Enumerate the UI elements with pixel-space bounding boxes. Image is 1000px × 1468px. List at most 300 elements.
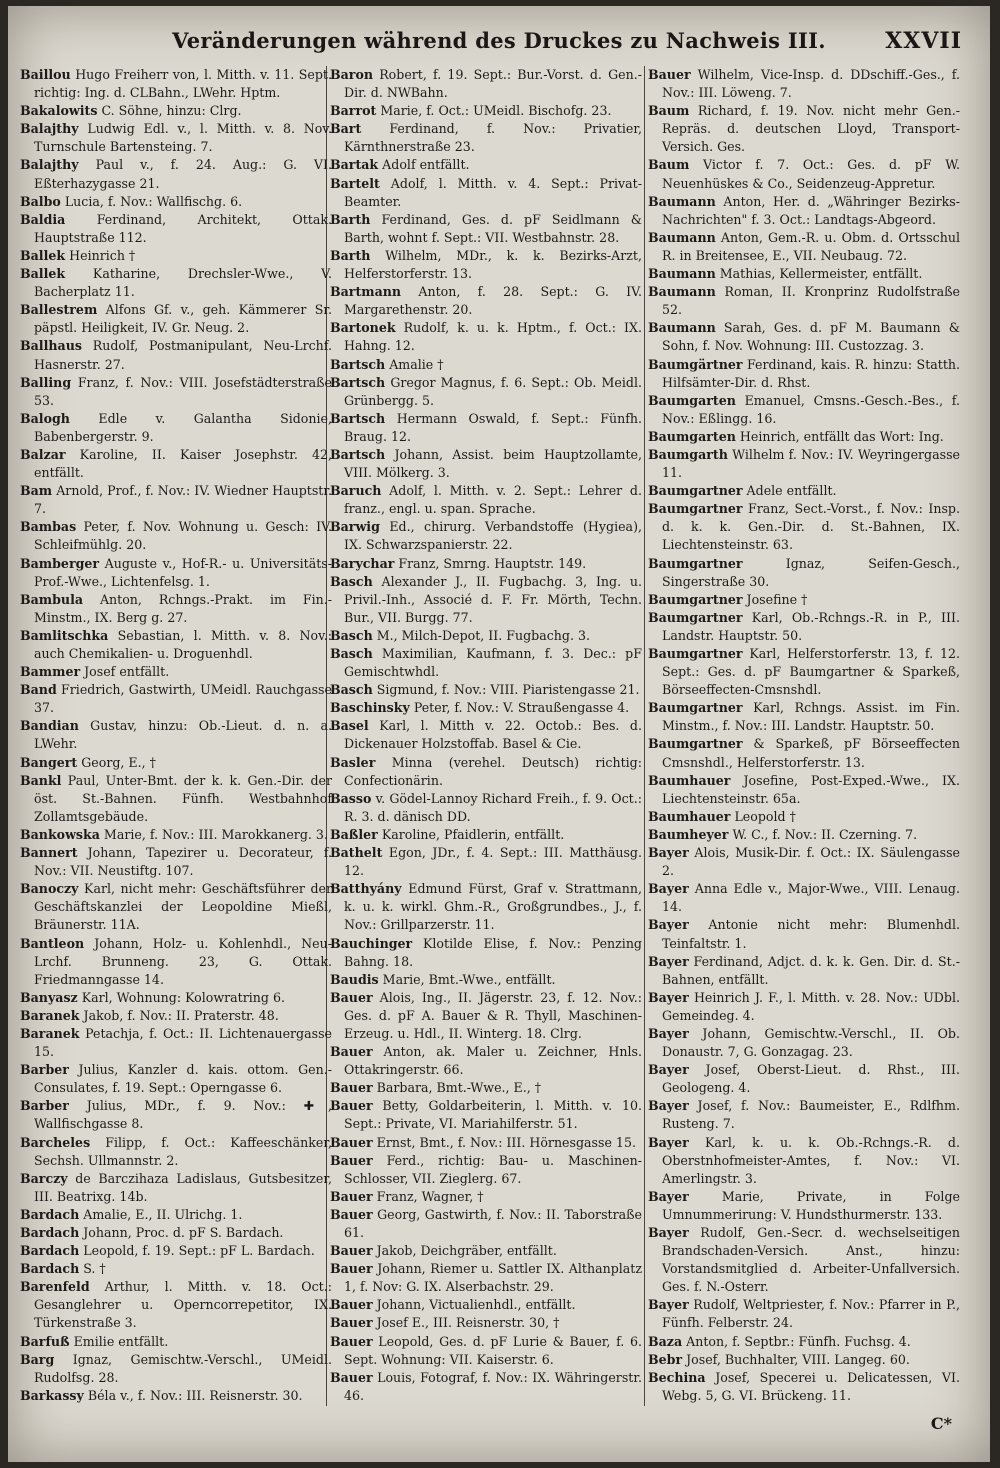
directory-entry	[330, 410, 642, 446]
entry-name: Bauer	[330, 1297, 373, 1313]
entry-text: Karl, Rchngs. Assist. im Fin. Minstm., f. Nov.: III. Landstr. Hauptstr. 50.	[662, 700, 960, 734]
entry-name: Bayer	[648, 1098, 689, 1114]
entry-name: Bammer	[20, 664, 81, 680]
directory-entry	[20, 518, 332, 554]
entry-name: Baza	[648, 1333, 683, 1349]
entry-text: Mathias, Kellermeister, entfällt.	[719, 266, 923, 282]
entry-text: Josefine, Post-Exped.-Wwe., IX. Liechtensteinstr. 65a.	[662, 772, 960, 806]
entry-text: Adolf entfällt.	[382, 157, 470, 173]
entry-name: Barg	[20, 1351, 55, 1367]
entry-text: Filipp, f. Oct.: Kaffeeschänker, Sechsh. Ullmannstr. 2.	[34, 1134, 332, 1168]
directory-entry	[20, 1260, 332, 1278]
entry-name: Barth	[330, 247, 371, 263]
entry-text: Alfons Gf. v., geh. Kämmerer Sr. päpstl. Heiligkeit, IV. Gr. Neug. 2.	[34, 302, 332, 336]
entry-name: Bathelt	[330, 845, 383, 861]
directory-entry	[648, 428, 960, 446]
entry-name: Balling	[20, 374, 72, 390]
directory-entry	[20, 1206, 332, 1224]
entry-text: Petachja, f. Oct.: II. Lichtenauergasse 15.	[34, 1025, 332, 1060]
signature-mark: C*	[930, 1414, 952, 1433]
directory-entry	[20, 772, 332, 826]
entry-text: Georg, Gastwirth, f. Nov.: II. Taborstraße 61.	[344, 1206, 642, 1240]
entry-text: Leopold †	[734, 808, 796, 824]
directory-entry	[20, 935, 332, 989]
directory-entry	[648, 156, 960, 192]
entry-name: Baumgartner	[648, 646, 743, 661]
directory-entry	[20, 102, 332, 120]
entry-text: Anton, f. 28. Sept.: G. IV. Margarethenstr. 20.	[344, 284, 642, 318]
directory-entry	[330, 374, 642, 410]
entry-text: Klotilde Elise, f. Nov.: Penzing Bahng. 18.	[344, 935, 642, 969]
entry-name: Basch	[330, 573, 373, 589]
directory-entry	[330, 283, 642, 319]
directory-entry	[20, 663, 332, 681]
directory-entry	[20, 844, 332, 880]
entry-name: Bartelt	[330, 175, 380, 191]
entry-name: Baranek	[20, 1025, 80, 1041]
entry-text: Karl, k. u. k. Ob.-Rchngs.-R. d. Oberstnhofmeister-Amtes, f. Nov.: VI. Amerlingstr. 3.	[662, 1134, 960, 1186]
entry-text: Heinrich J. F., l. Mitth. v. 28. Nov.: UDbl. Gemeindeg. 4.	[662, 989, 960, 1023]
entry-text: Paul, Unter-Bmt. der k. k. Gen.-Dir. der öst. St.-Bahnen. Fünfh. Westbahnhof Zollamtsgebäude.	[34, 772, 332, 824]
directory-entry	[20, 1097, 332, 1133]
directory-entry	[648, 1188, 960, 1224]
entry-name: Baudis	[330, 971, 379, 987]
entry-name: Banoczy	[20, 881, 79, 897]
entry-text: Paul v., f. 24. Aug.: G. VI. Eßterhazygasse 21.	[34, 157, 332, 191]
directory-entry	[330, 1097, 642, 1133]
entry-name: Barczy	[20, 1170, 68, 1186]
directory-entry	[648, 500, 960, 554]
directory-entry	[648, 808, 960, 826]
entry-name: Bauer	[330, 1261, 373, 1277]
directory-entry	[648, 844, 960, 880]
entry-text: Ferdinand, Adjct. d. k. k. Gen. Dir. d. St.-Bahnen, entfällt.	[662, 953, 960, 987]
directory-entry	[330, 790, 642, 826]
entry-name: Baumgartner	[648, 736, 743, 752]
entry-text: Lucia, f. Nov.: Wallfischg. 6.	[64, 193, 243, 209]
entry-name: Bartsch	[330, 446, 386, 462]
entry-name: Bambas	[20, 519, 77, 535]
directory-entry	[648, 880, 960, 916]
directory-entry	[20, 1405, 332, 1406]
entry-text: Sebastian, l. Mitth. v. 8. Nov.: auch Chemikalien- u. Droguenhdl.	[34, 627, 332, 661]
directory-entry	[330, 446, 642, 482]
directory-entry	[648, 591, 960, 609]
directory-entry	[648, 319, 960, 355]
entry-text: Anton, Gem.-R. u. Obm. d. Ortsschul R. in Breitensee, E., VII. Neubaug. 72.	[662, 229, 960, 263]
entry-name: Baumgartner	[648, 483, 743, 499]
entry-name: Bamlitschka	[20, 627, 109, 643]
directory-entry	[20, 1061, 332, 1097]
directory-entry	[330, 1296, 642, 1314]
entry-text: Alois, Ing., II. Jägerstr. 23, f. 12. Nov.: Ges. d. pF A. Bauer & R. Thyll, Maschinen-Erzeug. u. Hdl., II. Winterg. 18. Clrg.	[344, 989, 642, 1041]
entry-text: Josef E., III. Reisnerstr. 30, †	[376, 1315, 560, 1331]
directory-entry	[20, 826, 332, 844]
entry-name: Barth	[330, 211, 371, 227]
directory-entry	[648, 1025, 960, 1061]
entry-name: Bauer	[648, 67, 691, 82]
directory-entry	[330, 880, 642, 934]
entry-name: Baumgartner	[648, 609, 743, 625]
entry-name: Barenfeld	[20, 1279, 90, 1295]
directory-entry	[330, 102, 642, 120]
entry-name: Bartonek	[330, 320, 396, 336]
entry-text: Josef, Oberst-Lieut. d. Rhst., III. Geologeng. 4.	[662, 1062, 960, 1096]
directory-entry	[330, 1079, 642, 1097]
directory-entry	[330, 1333, 642, 1369]
directory-entry	[20, 193, 332, 211]
entry-name: Basel	[330, 718, 369, 734]
entry-text: Jakob, f. Nov.: II. Praterstr. 48.	[83, 1007, 279, 1023]
entry-name: Baron	[330, 67, 373, 82]
directory-entry	[20, 1387, 332, 1405]
directory-entry	[20, 337, 332, 373]
directory-entry	[648, 699, 960, 735]
entry-name: Balajthy	[20, 157, 79, 173]
entry-text: S. †	[83, 1261, 106, 1277]
entry-name: Bartsch	[330, 374, 386, 390]
entry-name: Bayer	[648, 953, 689, 969]
entry-name: Balzar	[20, 446, 66, 462]
entry-name: Baßler	[330, 826, 378, 842]
entry-text: Leopold, f. 19. Sept.: pF L. Bardach.	[83, 1243, 315, 1259]
directory-entry	[648, 1224, 960, 1296]
entry-text: Rudolf, k. u. k. Hptm., f. Oct.: IX. Hahng. 12.	[344, 320, 642, 354]
entry-text: Karl, Wohnung: Kolowratring 6.	[81, 989, 285, 1005]
directory-entry	[330, 1134, 642, 1152]
entry-text: Sarah, Ges. d. pF M. Baumann & Sohn, f. Nov. Wohnung: III. Custozzag. 3.	[662, 320, 960, 354]
directory-entry	[648, 1097, 960, 1133]
entry-name: Bayer	[648, 1297, 689, 1313]
entry-name: Bauer	[330, 1098, 373, 1114]
directory-entry	[648, 482, 960, 500]
entry-name: Baumann	[648, 284, 716, 300]
directory-entry	[330, 156, 642, 174]
entry-name: Bauer	[330, 1315, 373, 1331]
entry-name: Barrot	[330, 103, 377, 119]
entry-text: Béla v., f. Nov.: III. Reisnerstr. 30.	[87, 1387, 303, 1403]
entry-name: Baumann	[648, 320, 716, 336]
directory-entry	[330, 555, 642, 573]
entry-text: Auguste v., Hof-R.- u. Universitäts-Prof.-Wwe., Lichtenfelsg. 1.	[34, 555, 332, 589]
entry-name: Baranek	[20, 1007, 80, 1023]
entry-name: Bardach	[20, 1206, 80, 1222]
entry-name: Baruch	[330, 483, 382, 499]
entry-text: Gregor Magnus, f. 6. Sept.: Ob. Meidl. Grünbergg. 5.	[344, 374, 642, 408]
entry-text: v. Gödel-Lannoy Richard Freih., f. 9. Oct.: R. 3. d. dänisch DD.	[344, 790, 642, 824]
entry-name: Bardach	[20, 1261, 80, 1277]
directory-entry	[330, 211, 642, 247]
entry-text: Peter, f. Nov.: V. Straußengasse 4.	[413, 700, 630, 716]
entry-text: Katharine, Drechsler-Wwe., V. Bacherplatz 11.	[34, 266, 332, 300]
entry-text: Leopold, Ges. d. pF Lurie & Bauer, f. 6. Sept. Wohnung: VII. Kaiserstr. 6.	[344, 1333, 642, 1367]
entry-name: Baumgartner	[648, 700, 743, 716]
entry-text: M., Milch-Depot, II. Fugbachg. 3.	[376, 627, 590, 643]
entry-name: Batthyány	[330, 881, 402, 897]
entry-name: Bayer	[648, 1062, 689, 1078]
entry-name: Bauchinger	[330, 935, 413, 951]
entry-name: Bankowska	[20, 826, 100, 842]
entry-text: Karl, l. Mitth v. 22. Octob.: Bes. d. Dickenauer Holzstoffab. Basel & Cie.	[344, 718, 642, 752]
entry-name: Barkassy	[20, 1387, 84, 1403]
directory-entry	[330, 175, 642, 211]
entry-name: Balogh	[20, 410, 70, 426]
entry-name: Bangert	[20, 754, 78, 770]
entry-name: Bayer	[648, 917, 689, 933]
entry-name: Bayer	[648, 881, 689, 897]
directory-entry	[330, 1314, 642, 1332]
page-number: XXVII	[885, 28, 962, 54]
page-header	[8, 28, 990, 58]
entry-name: Bayer	[648, 989, 689, 1005]
entry-name: Bakalowits	[20, 103, 98, 119]
directory-entry	[20, 482, 332, 518]
column-divider	[644, 66, 645, 1406]
entry-text: Franz, f. Nov.: VIII. Josefstädterstraße 53.	[34, 374, 332, 408]
entry-name: Bartsch	[330, 356, 386, 372]
entry-name: Baumgartner	[648, 591, 743, 607]
entry-text: Maximilian, Kaufmann, f. 3. Dec.: pF Gemischtwhdl.	[344, 646, 642, 680]
entry-text: Ed., chirurg. Verbandstoffe (Hygiea), IX. Schwarzspanierstr. 22.	[344, 519, 642, 553]
entry-name: Bayer	[648, 845, 689, 861]
directory-entry	[20, 1278, 332, 1332]
entry-text: Hermann Oswald, f. Sept.: Fünfh. Braug. 12.	[344, 410, 642, 444]
entry-text: Rudolf, Weltpriester, f. Nov.: Pfarrer in P., Fünfh. Felberstr. 24.	[662, 1297, 960, 1331]
entry-name: Bam	[20, 483, 53, 499]
directory-entry	[648, 953, 960, 989]
entry-text: Rudolf, Postmanipulant, Neu-Lrchf. Hasnerstr. 27.	[34, 338, 332, 372]
entry-name: Bebr	[648, 1351, 683, 1367]
entry-name: Balajthy	[20, 121, 79, 137]
entry-text: Wilhelm, Vice-Insp. d. DDschiff.-Ges., f. Nov.: III. Löweng. 7.	[662, 67, 960, 101]
directory-entry	[648, 826, 960, 844]
directory-entry	[648, 735, 960, 771]
directory-entry	[648, 102, 960, 156]
directory-entry	[20, 1025, 332, 1061]
directory-entry	[330, 645, 642, 681]
entry-text: Marie, Private, in Folge Umnummerirung: V. Hundsthurmerstr. 133.	[662, 1188, 960, 1222]
entry-text: Wilhelm f. Nov.: IV. Weyringergasse 11.	[662, 446, 960, 481]
entry-text: Johann, Tapezirer u. Decorateur, f. Nov.: VII. Neustiftg. 107.	[34, 845, 332, 879]
entry-name: Bauer	[330, 1333, 373, 1349]
entry-text: Amalie †	[389, 356, 444, 372]
entry-text: Anton, Rchngs.-Prakt. im Fin.-Minstm., IX. Berg g. 27.	[34, 591, 332, 625]
entry-text: Amalie, E., II. Ulrichg. 1.	[83, 1206, 243, 1222]
entry-text: Johann, Proc. d. pF S. Bardach.	[83, 1225, 284, 1240]
entry-text: Arnold, Prof., f. Nov.: IV. Wiedner Hauptstr. 7.	[34, 483, 332, 517]
entry-name: Baumgarten	[648, 428, 736, 444]
entry-name: Baumgärtner	[648, 356, 743, 372]
entry-name: Ballhaus	[20, 338, 82, 354]
entry-name: Barfuß	[20, 1333, 70, 1349]
entry-name: Bauer	[330, 1369, 373, 1385]
entry-text: Ludwig Edl. v., l. Mitth. v. 8. Nov. Turnschule Bartensteing. 7.	[34, 121, 332, 155]
directory-entry	[330, 717, 642, 753]
entry-name: Bardach	[20, 1225, 80, 1240]
directory-entry	[330, 1206, 642, 1242]
entry-text: Karl, Ob.-Rchngs.-R. in P., III. Landstr. Hauptstr. 50.	[662, 609, 960, 643]
entry-text: Anton, f. Septbr.: Fünfh. Fuchsg. 4.	[686, 1333, 911, 1349]
entry-text: W. C., f. Nov.: II. Czerning. 7.	[732, 826, 918, 842]
entry-name: Bandian	[20, 718, 79, 734]
directory-entry	[648, 1369, 960, 1405]
entry-name: Bamberger	[20, 555, 100, 571]
directory-entry	[330, 681, 642, 699]
entry-name: Bauer	[330, 1188, 373, 1204]
directory-entry	[330, 989, 642, 1043]
entry-text: Karoline, Pfaidlerin, entfällt.	[381, 826, 565, 842]
entry-name: Baum	[648, 157, 690, 173]
entry-name: Baumhauer	[648, 808, 731, 824]
entry-text: Josefine †	[746, 591, 808, 607]
directory-entry	[330, 935, 642, 971]
directory-entry	[20, 120, 332, 156]
directory-entry	[648, 916, 960, 952]
entry-text: Alexander J., II. Fugbachg. 3, Ing. u. Privil.-Inh., Associé d. F. Fr. Mörth, Techn. Bur., VII. Burgg. 77.	[344, 573, 642, 625]
entry-text: de Barczihaza Ladislaus, Gutsbesitzer, III. Beatrixg. 14b.	[34, 1170, 332, 1204]
directory-entry	[648, 283, 960, 319]
entry-text: Josef, Specerei u. Delicatessen, VI. Webg. 5, G. VI. Brückeng. 11.	[662, 1369, 960, 1403]
entry-name: Baumgarten	[648, 392, 736, 408]
directory-entry	[330, 1260, 642, 1296]
entry-name: Bardach	[20, 1243, 80, 1259]
directory-entry	[648, 66, 960, 102]
directory-entry	[330, 1405, 642, 1406]
entry-text: Heinrich †	[69, 247, 136, 263]
entry-name: Bechina	[648, 1369, 706, 1385]
directory-entry	[20, 627, 332, 663]
entry-name: Baumann	[648, 229, 716, 245]
directory-entry	[648, 193, 960, 229]
entry-text: Johann, Holz- u. Kohlenhdl., Neu-Lrchf. Brunneng. 23, G. Ottak. Friedmanngasse 14.	[34, 935, 332, 987]
entry-name: Bauer	[330, 1080, 373, 1096]
entry-text: Anton, ak. Maler u. Zeichner, Hnls. Ottakringerstr. 66.	[344, 1044, 642, 1078]
directory-entry	[330, 699, 642, 717]
directory-entry	[648, 356, 960, 392]
entry-name: Baum	[648, 103, 690, 119]
entry-text: Johann, Victualienhdl., entfällt.	[376, 1297, 576, 1313]
entry-name: Bartsch	[330, 410, 386, 426]
directory-entry	[330, 1188, 642, 1206]
entry-text: Heinrich, entfällt das Wort: Ing.	[739, 428, 944, 444]
directory-entry	[330, 319, 642, 355]
directory-entry	[20, 555, 332, 591]
entry-text: Louis, Fotograf, f. Nov.: IX. Währingerstr. 46.	[344, 1369, 642, 1403]
entry-text: Franz, Wagner, †	[376, 1188, 484, 1204]
directory-entry	[20, 989, 332, 1007]
entry-name: Bauer	[330, 1134, 373, 1150]
directory-entry	[648, 989, 960, 1025]
directory-entry	[648, 1296, 960, 1332]
entry-name: Balbo	[20, 193, 61, 209]
directory-entry	[648, 609, 960, 645]
entry-name: Bartak	[330, 157, 379, 173]
entry-name: Baumgartner	[648, 555, 743, 571]
entry-name: Baumhauer	[648, 772, 731, 788]
entry-name: Basch	[330, 682, 373, 698]
entry-text: Johann, Assist. beim Hauptzollamte, VIII. Mölkerg. 3.	[344, 446, 642, 481]
entry-text: Edle v. Galantha Sidonie, Babenbergerstr. 9.	[34, 410, 332, 444]
directory-entry	[648, 392, 960, 428]
entry-name: Bayer	[648, 1134, 689, 1150]
entry-text: Egon, JDr., f. 4. Sept.: III. Matthäusg. 12.	[344, 845, 642, 879]
directory-entry	[20, 374, 332, 410]
entry-text: Franz, Sect.-Vorst., f. Nov.: Insp. d. k. k. Gen.-Dir. d. St.-Bahnen, IX. Liechtensteinstr. 63.	[662, 501, 960, 553]
entry-name: Baumheyer	[648, 826, 729, 842]
entry-name: Basso	[330, 790, 372, 806]
directory-entry	[20, 211, 332, 247]
entry-text: Ferdinand, Architekt, Ottak. Hauptstraße 112.	[34, 211, 332, 245]
directory-entry	[20, 66, 332, 102]
entry-text: Betty, Goldarbeiterin, l. Mitth. v. 10. Sept.: Private, VI. Mariahilferstr. 51.	[344, 1098, 642, 1132]
entry-name: Barber	[20, 1098, 69, 1114]
entry-text: Victor f. 7. Oct.: Ges. d. pF W. Neuenhüskes & Co., Seidenzeug-Appretur.	[662, 157, 960, 191]
entry-text: Karl, Helferstorferstr. 13, f. 12. Sept.: Ges. d. pF Baumgartner & Sparkeß, Börseeffecten-Cmsnshdl.	[662, 646, 960, 698]
entry-name: Bart	[330, 121, 362, 137]
entry-text: Julius, Kanzler d. kais. ottom. Gen.-Consulates, f. 19. Sept.: Operngasse 6.	[34, 1062, 332, 1096]
entry-text: Karoline, II. Kaiser Josephstr. 42, entfällt.	[34, 446, 332, 481]
entry-name: Barcheles	[20, 1134, 91, 1150]
entry-name: Bauer	[330, 1243, 373, 1259]
entry-name: Bauer	[330, 989, 373, 1005]
entry-text: Josef entfällt.	[84, 664, 170, 680]
entry-text: Adolf, l. Mitth. v. 2. Sept.: Lehrer d. franz., engl. u. span. Sprache.	[344, 483, 642, 517]
directory-entry	[20, 591, 332, 627]
directory-entry	[330, 247, 642, 283]
entry-name: Bauer	[330, 1152, 373, 1168]
entry-name: Barwig	[330, 519, 380, 535]
entry-name: Banyasz	[20, 989, 78, 1005]
entry-name: Ballek	[20, 247, 66, 263]
entry-name: Band	[20, 682, 57, 698]
directory-entry	[20, 880, 332, 934]
directory-entry	[20, 1351, 332, 1387]
entry-name: Bayer	[648, 1225, 689, 1240]
entry-text: Jakob, Deichgräber, entfällt.	[376, 1243, 557, 1259]
directory-entry	[648, 1405, 960, 1406]
directory-entry	[20, 1007, 332, 1025]
entry-text: Adolf, l. Mitth. v. 4. Sept.: Privat-Beamter.	[344, 175, 642, 209]
directory-entry	[648, 772, 960, 808]
entry-text: Ignaz, Gemischtw.-Verschl., UMeidl. Rudolfsg. 28.	[34, 1351, 332, 1385]
entry-text: Adele entfällt.	[746, 483, 837, 499]
entry-text: Ferdinand, Ges. d. pF Seidlmann & Barth, wohnt f. Sept.: VII. Westbahnstr. 28.	[344, 211, 642, 245]
entry-name: Barber	[20, 1062, 69, 1078]
directory-entry	[330, 66, 642, 102]
directory-entry	[648, 1061, 960, 1097]
entry-text: Alois, Musik-Dir. f. Oct.: IX. Säulengasse 2.	[662, 845, 960, 879]
entry-text: Barbara, Bmt.-Wwe., E., †	[376, 1080, 542, 1096]
entry-text: Friedrich, Gastwirth, UMeidl. Rauchgasse 37.	[34, 682, 332, 716]
entry-name: Barychar	[330, 555, 395, 571]
directory-entry	[330, 826, 642, 844]
entry-text: Roman, II. Kronprinz Rudolfstraße 52.	[662, 284, 960, 318]
directory-entry	[330, 120, 642, 156]
entry-name: Basch	[330, 646, 373, 661]
page-title: Veränderungen während des Druckes zu Nachweis III.	[172, 28, 826, 53]
entry-name: Bankl	[20, 772, 62, 788]
directory-entry	[648, 1351, 960, 1369]
directory-entry	[20, 247, 332, 265]
entry-text: Julius, MDr., f. 9. Nov.: ✚, Wallfischgasse 8.	[34, 1098, 332, 1132]
directory-page	[8, 6, 990, 1462]
entry-text: Ferdinand, kais. R. hinzu: Statth. Hilfsämter-Dir. d. Rhst.	[662, 356, 960, 390]
directory-entry	[330, 754, 642, 790]
directory-entry	[330, 518, 642, 554]
directory-entry	[330, 1242, 642, 1260]
directory-entry	[20, 754, 332, 772]
entry-text: Peter, f. Nov. Wohnung u. Gesch: IV. Schleifmühlg. 20.	[34, 519, 332, 553]
